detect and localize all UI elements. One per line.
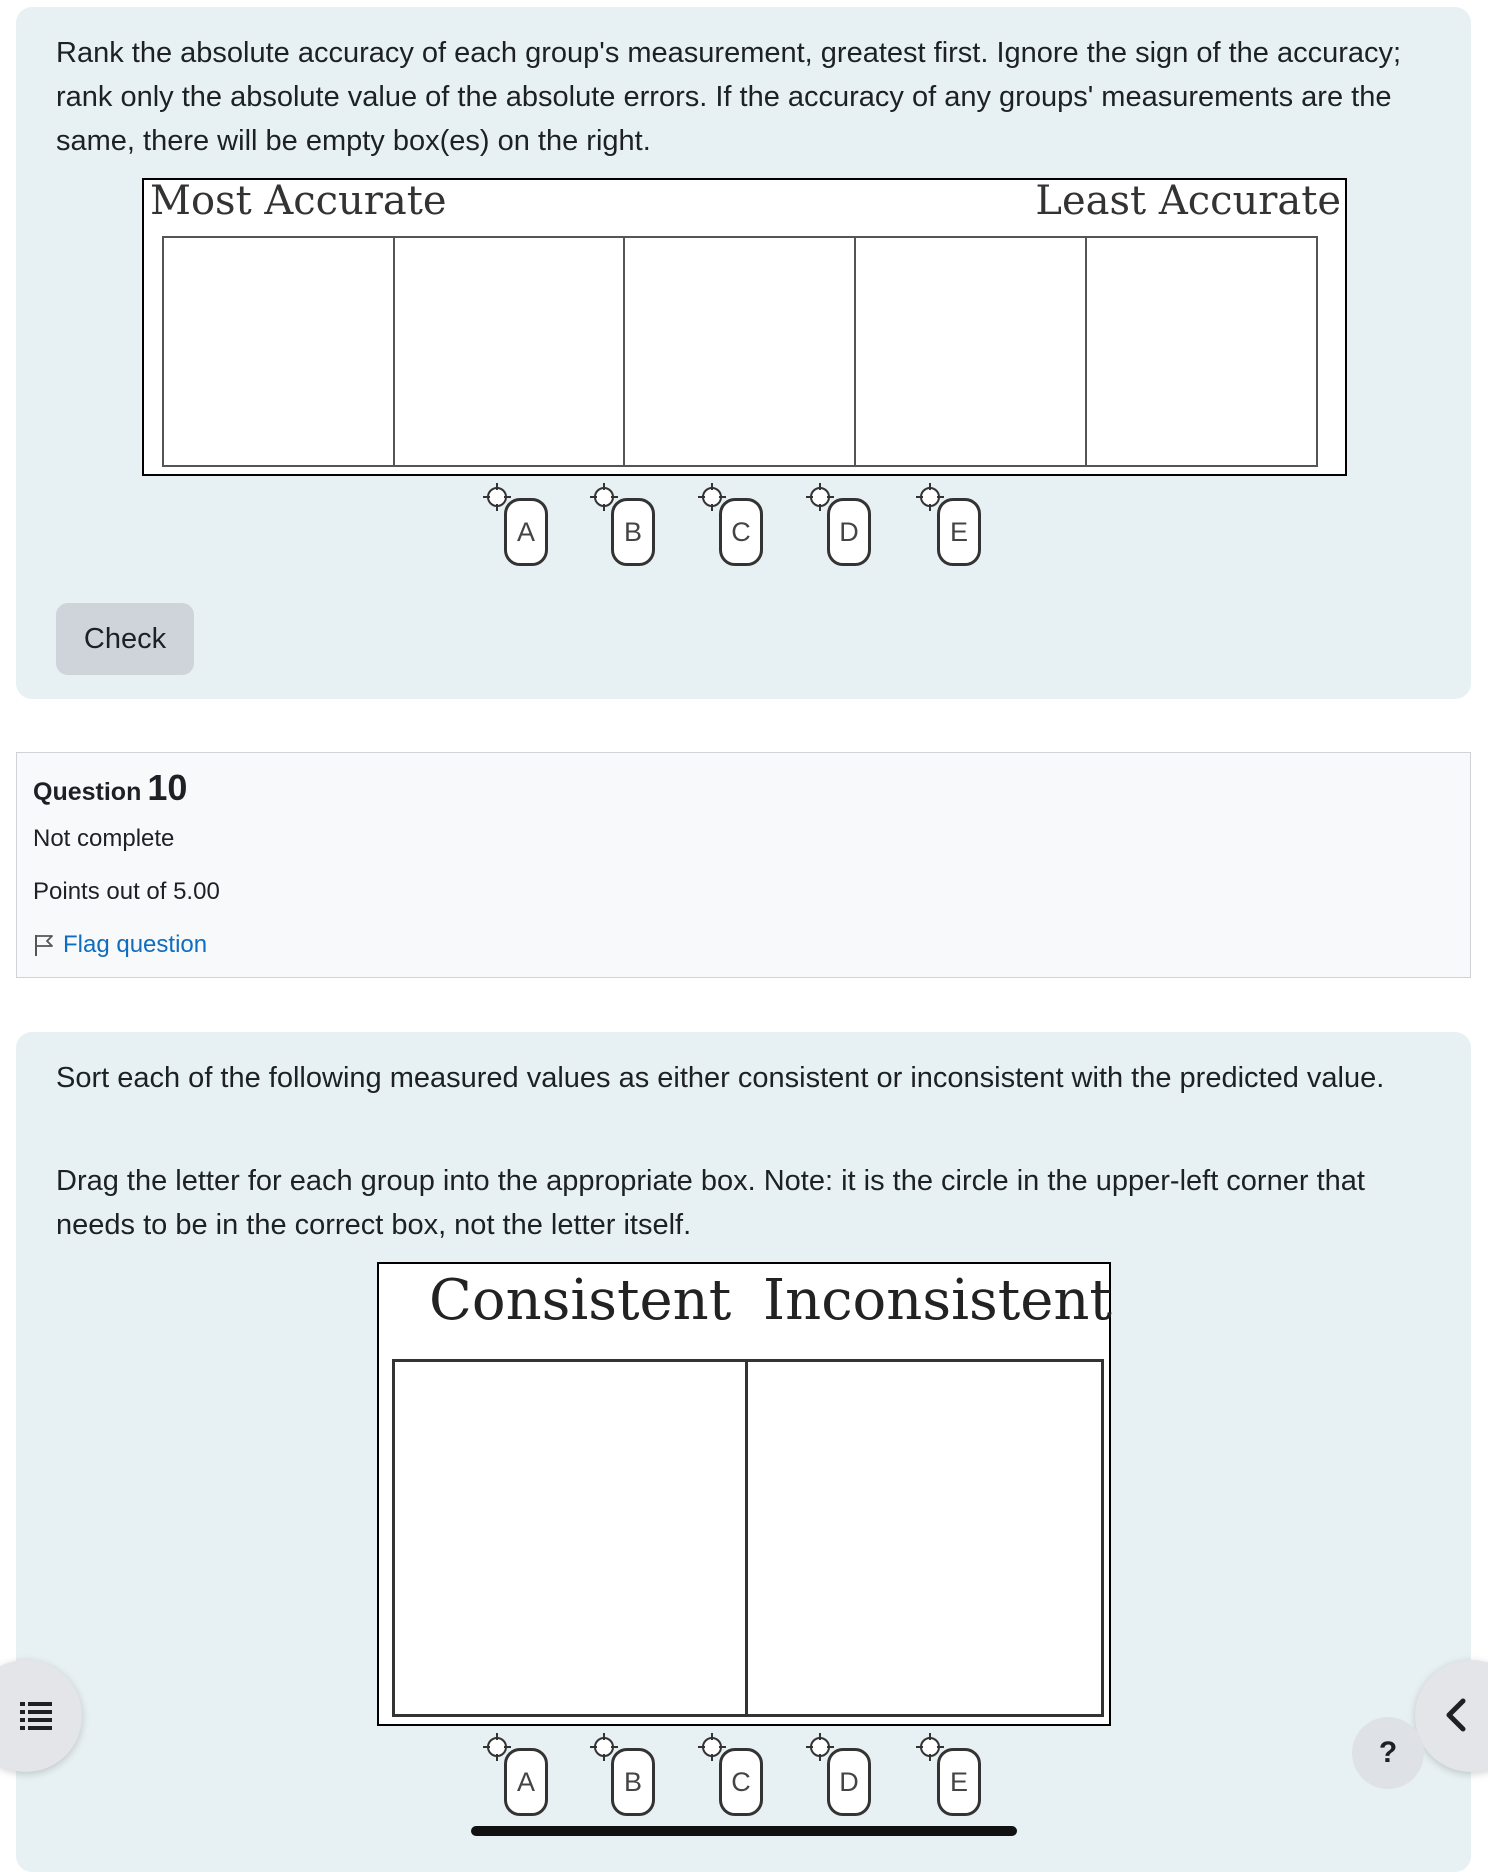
consistent-label: Consistent	[429, 1268, 732, 1333]
rank-dropzone-5[interactable]	[1085, 236, 1318, 467]
q9-drag-item-b[interactable]	[589, 482, 699, 562]
home-indicator	[471, 1826, 1017, 1836]
q10-drag-item-c[interactable]	[697, 1732, 807, 1812]
most-accurate-label: Most Accurate	[150, 178, 447, 224]
inconsistent-label: Inconsistent	[763, 1268, 1112, 1333]
q9-drag-item-label: B	[611, 498, 655, 566]
check-button[interactable]: Check	[56, 603, 194, 675]
question-word: Question	[33, 778, 142, 806]
flag-question-label: Flag question	[63, 931, 208, 958]
rank-dropzone-2[interactable]	[393, 236, 625, 467]
q9-drag-item-a[interactable]	[482, 482, 592, 562]
question-points: Points out of 5.00	[33, 878, 220, 905]
q10-drag-item-a[interactable]	[482, 1732, 592, 1812]
help-button[interactable]: ?	[1352, 1717, 1424, 1789]
rank-dropzone-1[interactable]	[162, 236, 395, 467]
q10-drag-item-label: A	[504, 1748, 548, 1816]
question-10-prompt-1: Sort each of the following measured values as either consistent or inconsistent with the predicted value.	[56, 1062, 1385, 1094]
least-accurate-label: Least Accurate	[1035, 178, 1341, 224]
q9-drag-item-d[interactable]	[805, 482, 915, 562]
q10-drag-item-label: C	[719, 1748, 763, 1816]
q10-drag-item-label: B	[611, 1748, 655, 1816]
question-number	[33, 767, 187, 809]
rank-dropzone-4[interactable]	[854, 236, 1087, 467]
question-status: Not complete	[33, 825, 175, 852]
q9-drag-item-label: A	[504, 498, 548, 566]
q9-drag-item-label: C	[719, 498, 763, 566]
rank-dropzone-3[interactable]	[623, 236, 856, 467]
question-9-prompt: Rank the absolute accuracy of each group's measurement, greatest first. Ignore the sign of the accuracy; rank only the absolute value of the absolute errors. If the accuracy of any groups' measurements are the same, there will be empty box(es) on the right.	[56, 37, 1402, 157]
q9-drag-item-c[interactable]	[697, 482, 807, 562]
flag-icon	[33, 933, 55, 957]
question-10-info	[16, 752, 1471, 978]
list-icon	[20, 1700, 52, 1730]
consistent-dropzone[interactable]	[392, 1359, 748, 1717]
q9-drag-item-label: E	[937, 498, 981, 566]
q10-drag-item-label: E	[937, 1748, 981, 1816]
flag-question-link[interactable]	[33, 931, 207, 959]
q10-drag-item-b[interactable]	[589, 1732, 699, 1812]
q10-drag-item-d[interactable]	[805, 1732, 915, 1812]
inconsistent-dropzone[interactable]	[745, 1359, 1104, 1717]
question-10-prompt-2: Drag the letter for each group into the appropriate box. Note: it is the circle in the upper-left corner that needs to be in the correct box, not the letter itself.	[56, 1165, 1365, 1241]
question-number-value: 10	[147, 767, 188, 808]
q10-drag-item-label: D	[827, 1748, 871, 1816]
q9-drag-item-e[interactable]	[915, 482, 1025, 562]
q10-drag-item-e[interactable]	[915, 1732, 1025, 1812]
chevron-left-icon	[1441, 1698, 1471, 1732]
q9-drag-item-label: D	[827, 498, 871, 566]
